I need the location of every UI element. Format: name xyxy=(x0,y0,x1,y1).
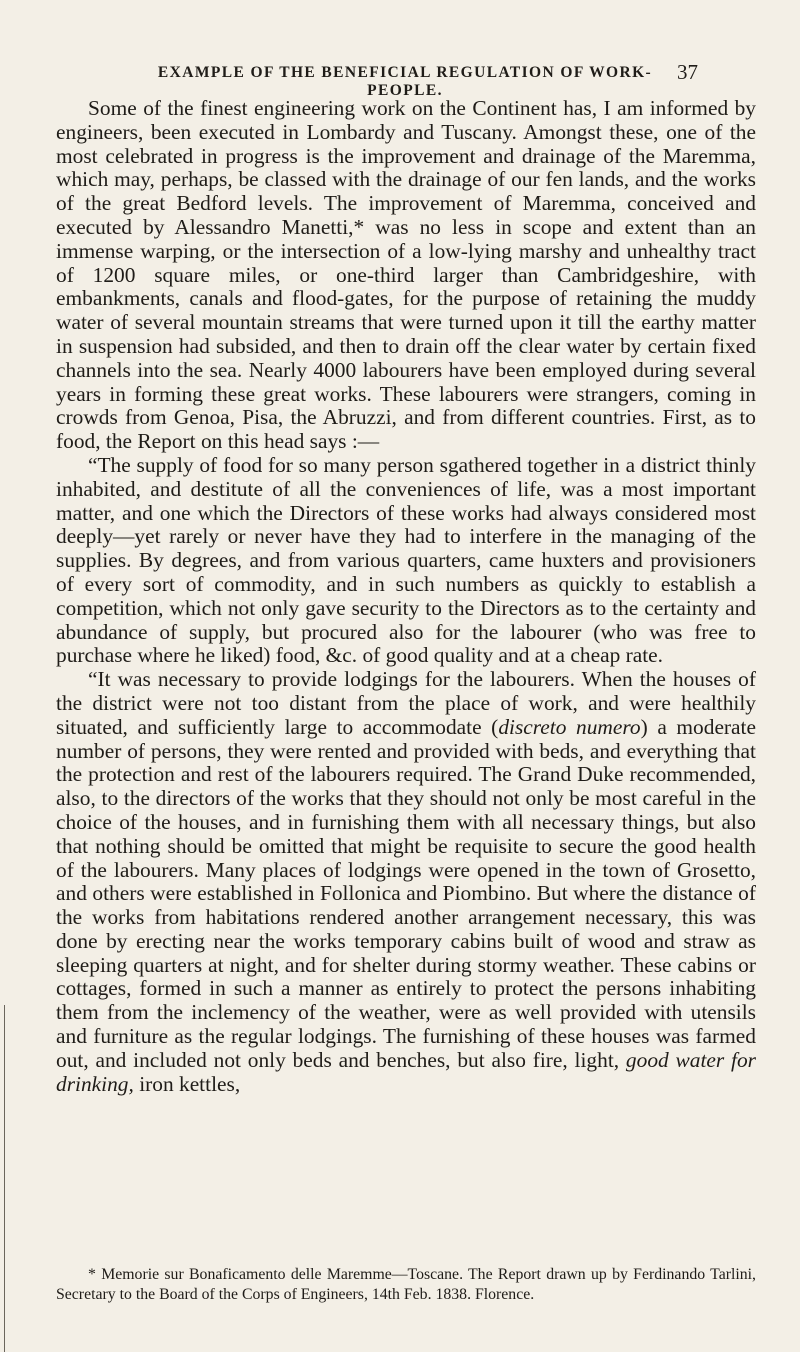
page-number: 37 xyxy=(677,60,698,84)
footnote: * Memorie sur Bonaficamento delle Maremme—Toscane. The Report drawn up by Ferdinando Tarlini, Secretary to the Board of the Corps of Engineers, 14th Feb. 1838. Florence. xyxy=(56,1266,756,1303)
running-head: EXAMPLE OF THE BENEFICIAL REGULATION OF WORK-PEOPLE. xyxy=(157,64,653,99)
text-run: “It was necessary to provide lodgings for the labourers. When the houses of the district were not too distant from the place of work, and were healthily situated, and sufficiently large to accommodate ( xyxy=(56,667,756,739)
text-run: iron kettles, xyxy=(133,1071,241,1096)
paragraph: “The supply of food for so many person sgathered together in a district thinly inhabited, and destitute of all the conveniences of life, was a most important matter, and one which the Directors of these works had always considered most deeply—yet rarely or never have they had to interfere in the managing of the supplies. By degrees, and from various quarters, came huxters and provisioners of every sort of commodity, and in such numbers as quickly to establish a competition, which not only gave security to the Directors as to the certainty and abundance of supply, but procured also for the labourer (who was free to purchase where he liked) food, &c. of good quality and at a cheap rate. xyxy=(56,452,756,668)
body-text xyxy=(56,97,756,1096)
page-edge-line xyxy=(4,1005,5,1352)
paragraph: Some of the finest engineering work on the Continent has, I am informed by engineers, been executed in Lombardy and Tuscany. Amongst these, one of the most celebrated in progress is the improvement and drainage of the Maremma, which may, perhaps, be classed with the drainage of our fen lands, and the works of the great Bedford levels. The improvement of Maremma, conceived and executed by Alessandro Manetti,* was no less in scope and extent than an immense warping, or the intersection of a low-lying marshy and unhealthy tract of 1200 square miles, or one-third larger than Cambridgeshire, with embankments, canals and flood-gates, for the purpose of retaining the muddy water of several mountain streams that were turned upon it till the earthy matter in suspension had subsided, and then to drain off the clear water by certain fixed channels into the sea. Nearly 4000 labourers have been employed during several years in forming these great works. These labourers were strangers, coming in crowds from Genoa, Pisa, the Abruzzi, and from different countries. First, as to food, the Report on this head says :— xyxy=(56,96,756,454)
italic-phrase: discreto numero xyxy=(498,714,641,739)
italic-phrase: good water for drinking, xyxy=(56,1047,756,1096)
text-run: ) a moderate number of persons, they were rented and provided with beds, and everything that the protection and rest of the labourers required. The Grand Duke recommended, also, to the directors of the works that they should not only be most careful in the choice of the houses, and in furnishing them with all necessary things, but also that nothing should be omitted that might be requisite to secure the good health of the labourers. Many places of lodgings were opened in the town of Grosetto, and others were established in Follonica and Piombino. But where the distance of the works from habitations rendered another arrangement necessary, this was done by erecting near the works temporary cabins built of wood and straw as sleeping quarters at night, and for shelter during stormy weather. These cabins or cottages, formed in such a manner as entirely to protect the persons inhabiting them from the inclemency of the weather, were as well provided with utensils and furniture as the regular lodgings. The furnishing of these houses was farmed out, and included not only beds and benches, but also fire, light, xyxy=(56,714,756,1072)
paragraph xyxy=(56,668,756,1096)
